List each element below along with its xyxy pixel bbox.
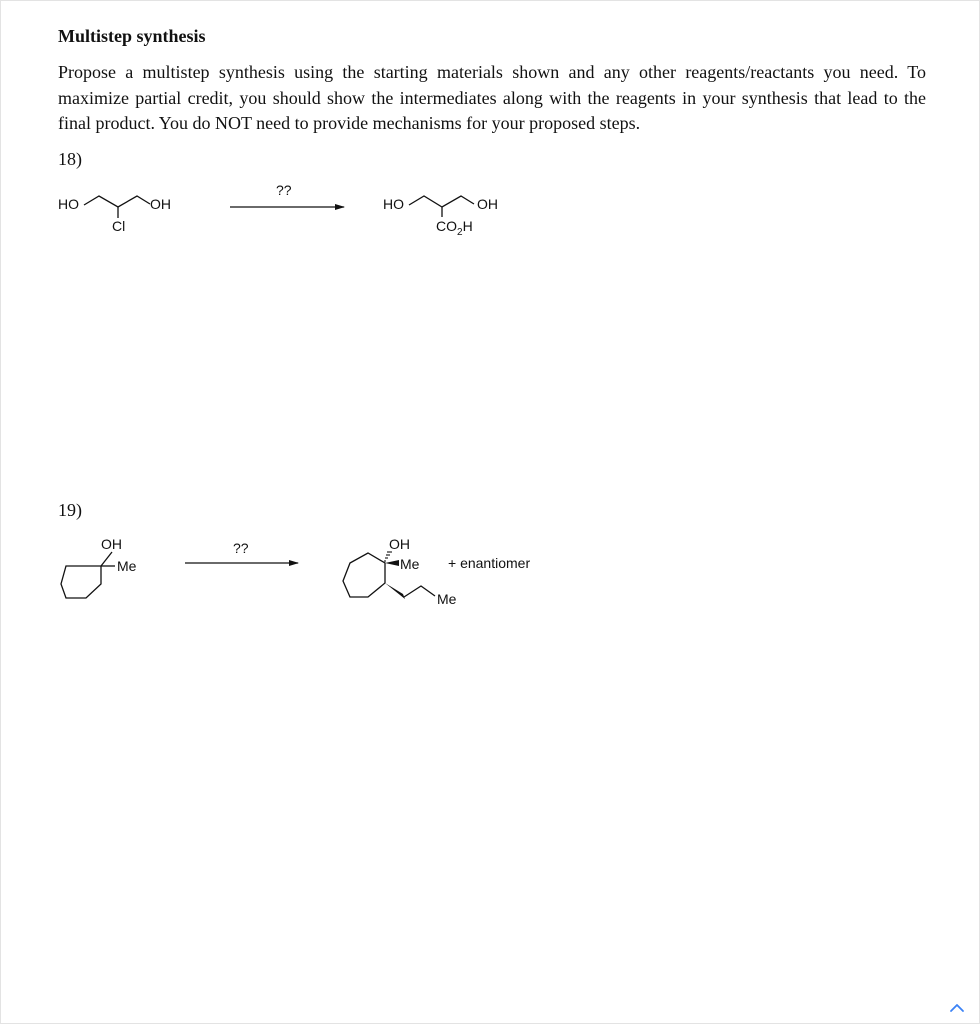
start-carbon-chain xyxy=(84,196,150,207)
problem-19-arrow xyxy=(185,540,298,563)
instructions-paragraph: Propose a multistep synthesis using the starting materials shown and any other reagents/reactants you need. To maximize partial credit, you should show the intermediates along with the reagents in your synthesis that lead to the final product. You do NOT need to provide mechanisms for your proposed steps. xyxy=(58,62,926,133)
product-chain-me-label: Me xyxy=(437,591,457,607)
start-oh-bond xyxy=(101,552,112,566)
start-cyclohexane-ring xyxy=(61,566,101,598)
problem-18-arrow xyxy=(230,182,344,207)
product-carbon-chain xyxy=(409,196,474,207)
start-cl-label: Cl xyxy=(112,218,126,234)
product-me-label: Me xyxy=(400,556,420,572)
product-cyclohexane-ring xyxy=(343,553,385,597)
problem-18-starting-material xyxy=(58,196,171,234)
start-oh-label: OH xyxy=(101,536,122,552)
start-oh-label: OH xyxy=(150,196,171,212)
start-me-label: Me xyxy=(117,558,137,574)
chevron-up-icon[interactable] xyxy=(948,1000,966,1016)
enantiomer-note: + enantiomer xyxy=(448,555,531,571)
product-wedge-chain-bond xyxy=(385,583,405,599)
product-side-chain xyxy=(404,586,435,597)
product-hashed-oh-bond xyxy=(384,552,392,561)
product-co2h-label: $CO_2H$ xyxy=(436,218,473,238)
problem-19-product xyxy=(343,536,457,607)
reagents-placeholder: ?? xyxy=(233,540,249,556)
product-oh-label: OH xyxy=(477,196,498,212)
product-ho-label: HO xyxy=(383,196,404,212)
problem-18-product xyxy=(383,196,498,238)
product-oh-label: OH xyxy=(389,536,410,552)
product-wedge-me-bond xyxy=(385,560,399,566)
problem-19-starting-material xyxy=(61,536,137,598)
page-title: Multistep synthesis xyxy=(58,26,206,46)
problem-19-number: 19) xyxy=(58,500,82,520)
reagents-placeholder: ?? xyxy=(276,182,292,198)
start-ho-label: HO xyxy=(58,196,79,212)
problem-18-number: 18) xyxy=(58,149,82,169)
